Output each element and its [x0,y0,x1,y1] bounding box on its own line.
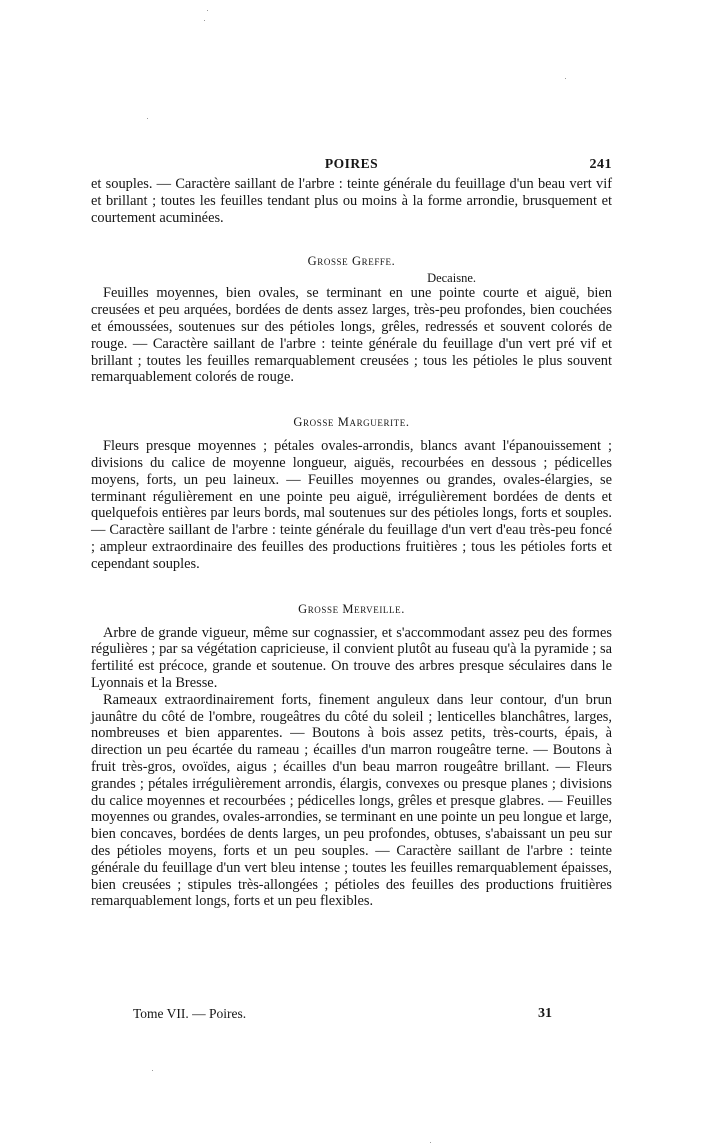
scan-speck [152,1070,153,1071]
scan-speck [207,10,208,11]
scan-speck [204,20,205,21]
author-attribution: Decaisne. [427,271,476,286]
section-heading: Grosse Marguerite. [293,415,410,430]
section-heading: Grosse Merveille. [298,601,405,616]
running-head-title: POIRES [324,156,379,171]
page-number: 241 [589,157,612,172]
section-grosse-merveille [91,601,612,911]
scan-speck [565,78,566,79]
intro-paragraph: et souples. — Caractère saillant de l'arbre : teinte générale du feuillage d'un beau vert vif et brillant ; toutes les feuilles tendant plus ou moins à la forme arrondie, brusquement et courtement acuminées. [91,176,612,226]
page-body [91,156,612,910]
section-grosse-marguerite [91,414,612,572]
scan-speck [430,1142,431,1143]
running-head [91,156,612,176]
section-paragraph: Rameaux extraordinairement forts, finement anguleux dans leur contour, d'un brun jaunâtre du côté de l'ombre, rougeâtres du côté du soleil ; lenticelles blanchâtres, larges, nombreuses et bien apparentes. — Boutons à bois assez petits, très-courts, épais, à direction un peu écartée du rameau ; écailles d'un marron rougeâtre terne. — Boutons à fruit très-gros, ovoïdes, aigus ; écailles d'un beau marron rougeâtre brillant. — Fleurs grandes ; pétales irrégulièrement arrondis, élargis, convexes ou presque planes ; divisions du calice moyennes et recourbées ; pédicelles longs, grêles et presque glabres. — Feuilles moyennes ou grandes, ovales-arrondies, se terminant en une pointe un peu longue et large, bien concaves, bordées de dents larges, un peu profondes, obtuses, s'abaissant un peu sur des pétioles moyens, forts et un peu souples. — Caractère saillant de l'arbre : teinte générale du feuillage d'un vert bleu intense ; toutes les feuilles remarquablement épaisses, bien creusées ; stipules très-allongées ; pétioles des feuilles des productions fruitières remarquablement longs, forts et un peu flexibles. [91,691,612,910]
footer-tome: Tome VII. — Poires. [133,1006,247,1021]
section-grosse-greffe [91,253,612,386]
footer-signature: 31 [538,1006,552,1021]
section-paragraph: Fleurs presque moyennes ; pétales ovales-arrondis, blancs avant l'épanouissement ; divisions du calice de moyenne longueur, aiguës, recourbées en dessous ; pédicelles moyens, forts, un peu laineux. — Feuilles moyennes ou grandes, ovales-élargies, se terminant régulièrement en une pointe peu aiguë, irrégulièrement bordées de dents et quelquefois entières par leurs bords, mal soutenues sur des pétioles longs, forts et souples. — Caractère saillant de l'arbre : teinte générale du feuillage d'un vert d'eau très-peu foncé ; ampleur extraordinaire des feuilles des productions fruitières ; tous les pétioles forts et cependant souples. [91,438,612,572]
section-paragraph: Feuilles moyennes, bien ovales, se terminant en une pointe courte et aiguë, bien creusées et peu arquées, bordées de dents assez larges, très-peu profondes, bien couchées et émoussées, soutenues sur des pétioles longs, grêles, redressés et souvent colorés de rouge. — Caractère saillant de l'arbre : teinte générale du feuillage d'un vert pré vif et brillant ; toutes les feuilles remarquablement creusées ; tous les pétioles le plus souvent remarquablement colorés de rouge. [91,285,612,386]
page-footer [133,1006,553,1024]
section-heading: Grosse Greffe. [307,254,396,269]
section-paragraph: Arbre de grande vigueur, même sur cognassier, et s'accommodant assez peu des formes régulières ; par sa végétation capricieuse, il convient plutôt au fuseau qu'à la pyramide ; sa fertilité est précoce, grande et soutenue. On trouve des arbres presque séculaires dans le Lyonnais et la Bresse. [91,624,612,691]
scan-speck [147,118,148,119]
